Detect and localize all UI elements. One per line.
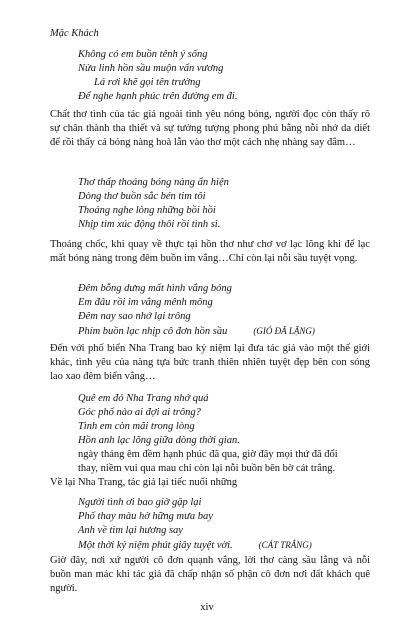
poem-line: Dòng thơ buồn sắc bén tim tôi: [78, 191, 206, 202]
poem-stanza-5: [78, 496, 312, 553]
poem-line: Đêm nay sao nhớ lại trông: [78, 311, 191, 322]
paragraph-4: Về lại Nha Trang, tác giả lại tiếc nuối những: [50, 477, 238, 488]
poem-line: [78, 324, 315, 339]
poem-stanza-1: [78, 48, 237, 104]
poem-line: Đêm bỗng dưng mất hình vắng bóng: [78, 283, 232, 294]
prose-line: ngày tháng êm đềm hạnh phúc đã qua, giờ đây mọi thứ đã đổi: [78, 449, 338, 460]
poem-line: Để nghe hạnh phúc trên đường em đi.: [78, 91, 238, 102]
poem-line: Tình em còn mãi trong lòng: [78, 421, 195, 432]
paragraph-2: Thoáng chốc, khi quay về thực tại hồn thơ như chơ vơ lạc lõng khi để lạc mất bóng nàng trong đêm buồn im vắng…Chỉ còn lại nỗi sầu tuyệt vọng.: [50, 239, 370, 264]
poem-line: Người tình ơi bao giờ gặp lại: [78, 497, 202, 508]
paragraph-5: Giờ đây, nơi xứ người cô đơn quạnh vắng, lời thơ càng sầu lắng và nỗi buồn man mác khi tác giả đã chấp nhận số phận cô đơn nơi đất khách quê người.: [50, 555, 370, 594]
poem-line: Quê em đó Nha Trang nhớ quá: [78, 393, 209, 404]
poem-line: Nửa linh hồn sầu muộn vấn vương: [78, 63, 224, 74]
prose-line: thay, niềm vui qua mau chỉ còn lại nỗi buồn bên bờ cát trắng.: [78, 463, 336, 474]
running-head: Mặc Khách: [50, 28, 99, 39]
paragraph-3: Đến với phố biển Nha Trang bao kỷ niệm lại đưa tác giả vào một thế giới khác, tình yêu của nàng tựa bức tranh thiên nhiên tuyệt đẹp bên con sóng lao xao đêm biển vắng…: [50, 343, 370, 382]
poem-line: [78, 538, 312, 553]
poem-source: (GIÓ ĐÃ LẶNG): [253, 326, 315, 336]
poem-line: Thơ thấp thoáng bóng nàng ẩn hiện: [78, 177, 229, 188]
poem-stanza-4: [78, 392, 338, 476]
poem-stanza-3: [78, 282, 315, 339]
poem-line: Thoảng nghe lòng những bồi hồi: [78, 205, 216, 216]
poem-line-text: Phím buồn lạc nhịp cô đơn hồn sầu: [78, 326, 228, 337]
poem-line: Em đâu rồi im vắng mênh mông: [78, 297, 213, 308]
poem-line-text: Một thời kỷ niệm phút giây tuyệt vời.: [78, 540, 233, 551]
page-number: xiv: [200, 602, 214, 613]
poem-line: Nhịp tim xúc động thôi rồi tình si.: [78, 219, 221, 230]
poem-line: Lá rơi khẽ gọi tên trường: [94, 77, 201, 88]
poem-line: Góc phố nào ai đợi ai trông?: [78, 407, 201, 418]
poem-line: Phố thay màu hờ hững mưa bay: [78, 511, 213, 522]
paragraph-1: Chất thơ tình của tác giả ngoài tình yêu nóng bỏng, người đọc còn thấy rõ sự chân thành tha thiết và sự tưởng tượng phong phú bằng nỗi nhớ da diết để rồi thấy cả bóng nàng hoà lẫn vào thơ một cách nhẹ nhàng say đắm…: [50, 109, 370, 148]
poem-line: Anh về tìm lại hương say: [78, 525, 183, 536]
poem-stanza-2: [78, 176, 229, 232]
poem-line: Hồn anh lạc lõng giữa dòng thời gian.: [78, 435, 240, 446]
poem-source: (CÁT TRẮNG): [258, 540, 312, 550]
poem-line: Không có em buồn tênh ý sống: [78, 49, 208, 60]
